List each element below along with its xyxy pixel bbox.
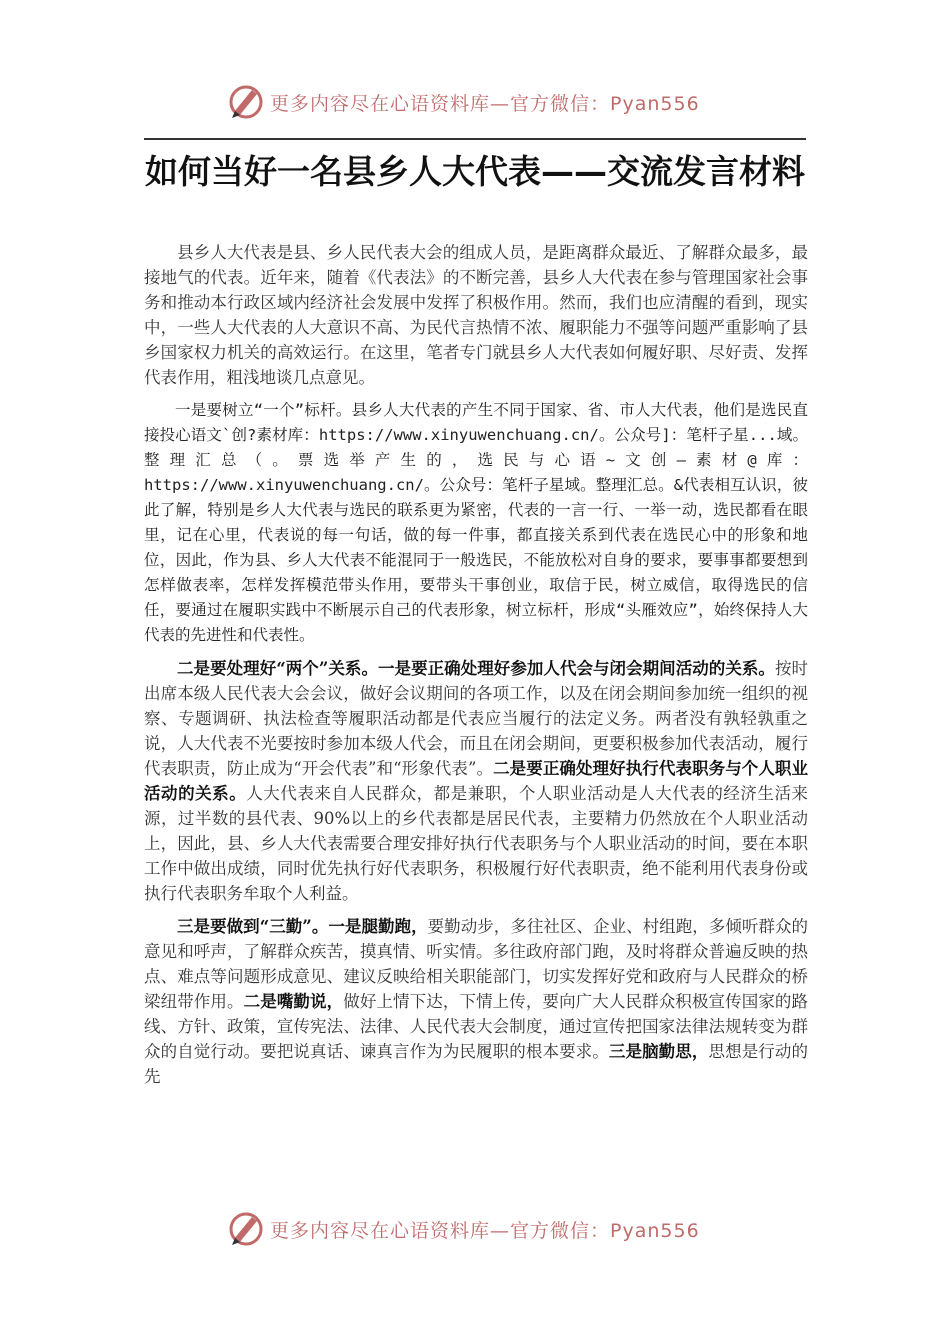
banner-wechat-id: Pyan556: [610, 92, 700, 115]
paragraph-three-text-2: 做好上情下达，下情上传，要向广大人民群众积极宣传国家的路线、方针、政策，宣传宪法、法律、人民代表大会制度，通过宣传把国家法律法规转变为群众的自觉行动。要把说真话、谏真言作为为民履职的根本要求。: [144, 992, 809, 1061]
paragraph-intro: 县乡人大代表是县、乡人民代表大会的组成人员，是距离群众最近、了解群众最多，最接地气的代表。近年来，随着《代表法》的不断完善，县乡人大代表在参与管理国家社会事务和推动本行政区域内经济社会发展中发挥了积极作用。然而，我们也应清醒的看到，现实中，一些人大代表的人大意识不高、为民代言热情不浓、履职能力不强等问题严重影响了县乡国家权力机关的高效运行。在这里，笔者专门就县乡人大代表如何履好职、尽好责、发挥代表作用，粗浅地谈几点意见。: [144, 243, 808, 387]
heading-two-relations: 二是要处理好“两个”关系。一是要正确处理好参加人代会与闭会期间活动的关系。: [177, 659, 775, 678]
paragraph-three: [144, 914, 808, 1089]
document-body: [144, 240, 808, 1097]
heading-three-diligence: 三是要做到“三勤”。一是腿勤跑，: [177, 917, 428, 936]
header-banner: [226, 82, 726, 122]
paragraph-three-text-3: 思想是行动的先: [144, 1042, 809, 1086]
paragraph-two-text-1: 按时出席本级人民代表大会会议，做好会议期间的各项工作，以及在闭会期间参加统一组织的视察、专题调研、执法检查等履职活动都是代表应当履行的法定义务。两者没有孰轻孰重之说，人大代表不光要按时参加本级人代会，而且在闭会期间，更要积极参加代表活动，履行代表职责，防止成为“开会代表”和“形象代表”。: [144, 659, 809, 778]
paragraph-three-text-1: 要勤动步，多往社区、企业、村组跑，多倾听群众的意见和呼声，了解群众疾苦，摸真情、听实情。多往政府部门跑，及时将群众普遍反映的热点、难点等问题形成意见、建议反映给相关职能部门，切实发挥好党和政府与人民群众的桥梁纽带作用。: [144, 917, 809, 1011]
paragraph-one: 一是要树立“一个”标杆。县乡人大代表的产生不同于国家、省、市人大代表，他们是选民直接投心语文`创?素材库：https://www.xinyuwenchuang.cn/。公众号]：笔杆子星...域。整理汇总（。票选举产生的，选民与心语~文创—素材@库：https://www.xinyuwenchuang.cn/。公众号：笔杆子星域。整理汇总。&代表相互认识，彼此了解，特别是乡人大代表与选民的联系更为紧密，代表的一言一行、一举一动，选民都看在眼里，记在心里，代表说的每一句话，做的每一件事，都直接关系到代表在选民心中的形象和地位，因此，作为县、乡人大代表不能混同于一般选民，不能放松对自身的要求，要事事都要想到怎样做表率，怎样发挥模范带头作用，要带头干事创业，取信于民，树立威信，取得选民的信任，要通过在履职实践中不断展示自己的代表形象，树立标杆，形成“头雁效应”，始终保持人大代表的先进性和代表性。: [144, 401, 808, 644]
heading-three-sub-2: 二是嘴勤说，: [243, 992, 344, 1011]
paragraph-two: [144, 656, 808, 906]
banner-text: 更多内容尽在心语资料库—官方微信：: [270, 92, 611, 115]
heading-two-sub: 二是要正确处理好执行代表职务与个人职业活动的关系。: [144, 759, 809, 803]
pen-logo-icon: [226, 82, 266, 122]
pen-logo-icon: [226, 1209, 266, 1249]
paragraph-two-text-2: 人大代表来自人民群众，都是兼职，个人职业活动是人大代表的经济生活来源，过半数的县代表、90%以上的乡代表都是居民代表，主要精力仍然放在个人职业活动上，因此，县、乡人大代表需要合理安排好执行代表职务与个人职业活动的时间，要在本职工作中做出成绩，同时优先执行好代表职务，积极履行好代表职责，绝不能利用代表身份或执行代表职务牟取个人利益。: [144, 784, 809, 903]
footer-banner-text: 更多内容尽在心语资料库—官方微信：: [270, 1219, 611, 1242]
page-title: 如何当好一名县乡人大代表——交流发言材料: [145, 152, 805, 191]
title-divider: [144, 138, 806, 140]
footer-banner: [226, 1209, 726, 1249]
footer-wechat-id: Pyan556: [610, 1219, 700, 1242]
heading-three-sub-3: 三是脑勤思，: [608, 1042, 709, 1061]
